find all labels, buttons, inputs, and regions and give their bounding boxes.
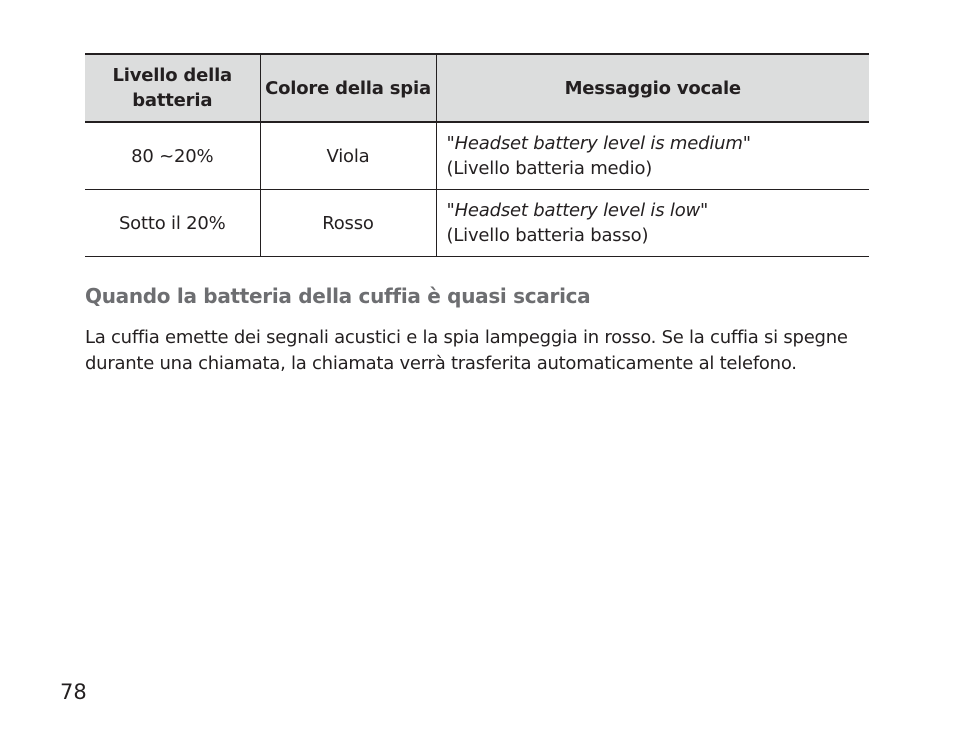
table-row: [85, 190, 869, 257]
cell-voice-message: [436, 190, 869, 257]
section-body-paragraph: La cuffia emette dei segnali acustici e la spia lampeggia in rosso. Se la cuffia si spegne durante una chiamata, la chiamata verrà trasferita automaticamente al telefono.: [85, 327, 848, 374]
battery-level-table: [85, 53, 869, 257]
voice-message-english: "Headset battery level is medium": [446, 133, 751, 154]
page-number: 78: [60, 680, 87, 704]
cell-voice-message: [436, 122, 869, 190]
cell-battery-level: Sotto il 20%: [85, 190, 260, 257]
header-led-color: Colore della spia: [260, 54, 436, 122]
section-heading: Quando la batteria della cuffia è quasi scarica: [85, 284, 591, 308]
cell-battery-level: 80 ~20%: [85, 122, 260, 190]
voice-message-english: "Headset battery level is low": [446, 200, 709, 221]
voice-message-translation: (Livello batteria basso): [446, 225, 649, 246]
header-voice-message: Messaggio vocale: [436, 54, 869, 122]
header-battery-level: Livello della batteria: [85, 54, 260, 122]
cell-led-color: Viola: [260, 122, 436, 190]
cell-led-color: Rosso: [260, 190, 436, 257]
table-row: [85, 122, 869, 190]
table-header-row: [85, 54, 869, 122]
voice-message-translation: (Livello batteria medio): [446, 158, 653, 179]
